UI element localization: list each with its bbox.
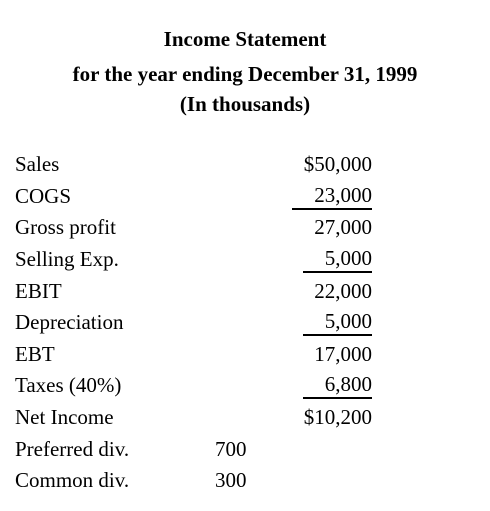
line-item-amount: 5,000 — [303, 245, 372, 273]
dividend-row-preferred — [0, 433, 490, 465]
line-item-ebt — [0, 338, 490, 370]
line-item-label: Net Income — [15, 405, 114, 429]
line-item-net-income — [0, 401, 490, 433]
line-item-ebit — [0, 275, 490, 307]
line-item-amount: 22,000 — [314, 279, 372, 303]
line-item-amount: 6,800 — [303, 371, 372, 399]
line-item-label: EBIT — [15, 279, 62, 303]
line-item-label: Sales — [15, 152, 60, 176]
line-item-amount: 23,000 — [292, 182, 372, 210]
dividend-amount: 700 — [215, 437, 247, 461]
line-item-amount: 27,000 — [314, 215, 372, 239]
line-item-amount: 5,000 — [303, 308, 372, 336]
line-item-label: COGS — [15, 184, 72, 208]
line-item-depreciation — [0, 306, 490, 338]
dividend-row-common — [0, 464, 490, 496]
line-item-selling-expense — [0, 243, 490, 275]
line-item-label: Selling Exp. — [15, 247, 119, 271]
line-item-amount: 17,000 — [314, 342, 372, 366]
line-item-label: Gross profit — [15, 215, 116, 239]
dividend-label: Preferred div. — [15, 437, 130, 461]
line-item-amount: $10,200 — [303, 405, 372, 429]
dividend-amount: 300 — [215, 468, 247, 492]
line-item-taxes — [0, 369, 490, 401]
line-item-label: EBT — [15, 342, 55, 366]
line-item-gross-profit — [0, 211, 490, 243]
line-item-label: Taxes (40%) — [15, 373, 122, 397]
line-item-label: Depreciation — [15, 310, 124, 334]
statement-title: Income Statement — [163, 27, 327, 51]
statement-period: for the year ending December 31, 1999 — [72, 62, 418, 86]
line-item-amount: $50,000 — [303, 152, 372, 176]
line-item-cogs — [0, 180, 490, 212]
statement-units: (In thousands) — [179, 92, 311, 116]
dividend-label: Common div. — [15, 468, 130, 492]
line-item-sales — [0, 148, 490, 180]
